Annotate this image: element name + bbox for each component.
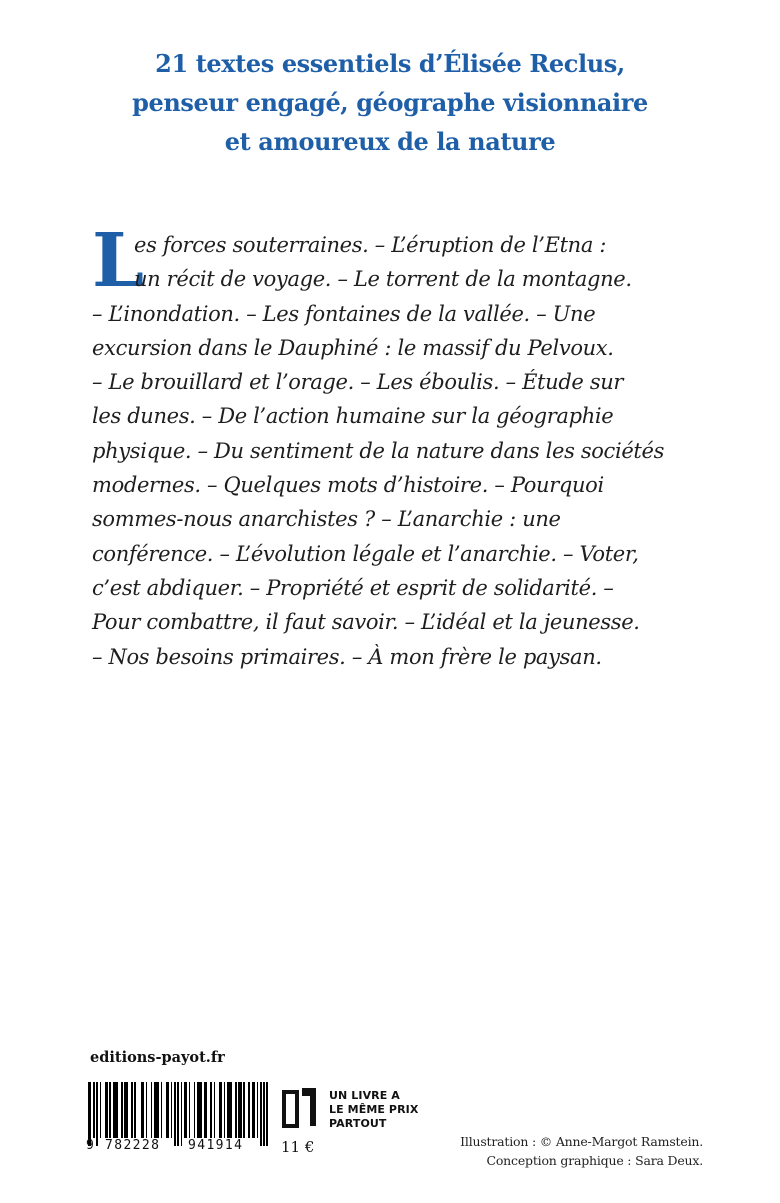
contents-line: c’est abdiquer. – Propriété et esprit de solidarité. – bbox=[92, 575, 614, 600]
tagline-line-1: 21 textes essentiels d’Élisée Reclus, bbox=[155, 49, 625, 78]
isbn-prefix: 9 bbox=[86, 1138, 96, 1153]
tagline-line-3: et amoureux de la nature bbox=[224, 127, 556, 156]
contents-line: – L’inondation. – Les fontaines de la vallée. – Une bbox=[92, 301, 596, 326]
publisher-website: editions-payot.fr bbox=[90, 1049, 225, 1066]
credits bbox=[460, 1132, 703, 1170]
contents-line: – Le brouillard et l’orage. – Les éboulis. – Étude sur bbox=[92, 370, 624, 395]
contents-line: les dunes. – De l’action humaine sur la géographie bbox=[92, 404, 614, 429]
contents-line: un récit de voyage. – Le torrent de la montagne. bbox=[134, 267, 632, 292]
tagline bbox=[0, 44, 780, 161]
contents-line: es forces souterraines. – L’éruption de l’Etna : bbox=[134, 233, 607, 257]
logo-line-1: UN LIVRE A bbox=[329, 1089, 400, 1102]
barcode-bar bbox=[266, 1082, 268, 1146]
prix-unique-logo-icon bbox=[282, 1086, 318, 1128]
price: 11 € bbox=[281, 1138, 315, 1156]
contents-line: Pour combattre, il faut savoir. – L’idéal et la jeunesse. bbox=[92, 610, 640, 635]
isbn-barcode bbox=[86, 1082, 268, 1153]
drop-cap: L bbox=[92, 218, 145, 304]
contents-line: excursion dans le Dauphiné : le massif du Pelvoux. bbox=[92, 335, 614, 360]
contents-line: modernes. – Quelques mots d’histoire. – Pourquoi bbox=[92, 473, 604, 498]
contents-line: – Nos besoins primaires. – À mon frère le paysan. bbox=[92, 644, 602, 669]
table-of-contents bbox=[92, 228, 692, 674]
tagline-line-2: penseur engagé, géographe visionnaire bbox=[132, 88, 648, 117]
contents-line: sommes-nous anarchistes ? – L’anarchie : une bbox=[92, 507, 561, 532]
credit-design: Conception graphique : Sara Deux. bbox=[486, 1153, 703, 1168]
barcode-bars bbox=[88, 1082, 268, 1146]
prix-unique-logo-text bbox=[329, 1089, 418, 1131]
logo-line-3: PARTOUT bbox=[329, 1117, 387, 1130]
credit-illustration: Illustration : © Anne-Margot Ramstein. bbox=[460, 1134, 703, 1149]
contents-line: physique. – Du sentiment de la nature dans les sociétés bbox=[92, 438, 665, 463]
contents-line: conférence. – L’évolution légale et l’anarchie. – Voter, bbox=[92, 541, 639, 566]
isbn-group-2: 941914 bbox=[188, 1138, 244, 1153]
isbn-group-1: 782228 bbox=[105, 1138, 161, 1153]
logo-line-2: LE MÊME PRIX bbox=[329, 1103, 419, 1116]
